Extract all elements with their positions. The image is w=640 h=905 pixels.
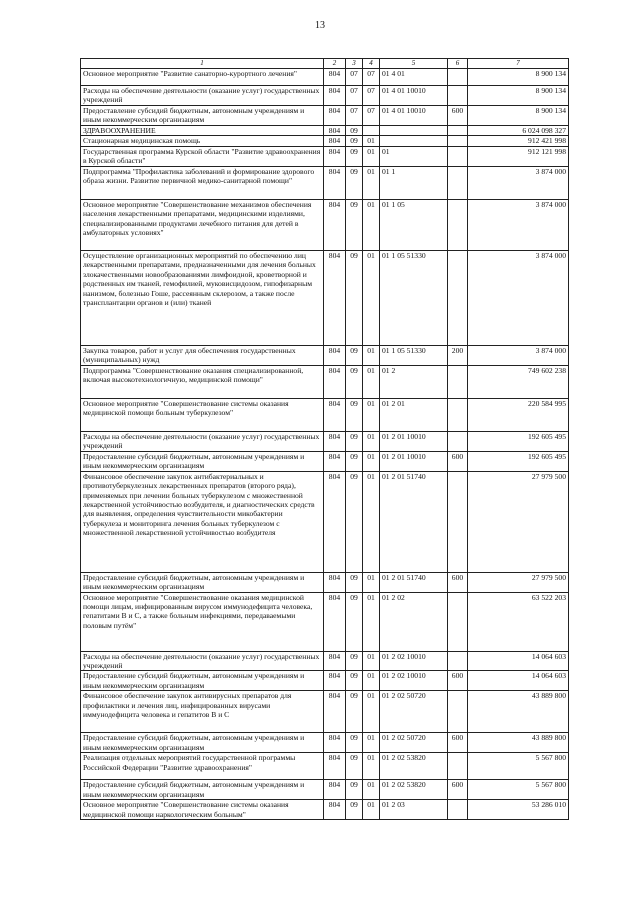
- row-name: Финансовое обеспечение закупок антибактериальных и противотуберкулезных лекарственных препаратов (второго ряда), применяемых при лечении больных туберкулезом с множественной лекарственной устойчивостью возбудителя, и диагностических средств для выявления, определения чувствительности микобактерии туберкулеза и мониторинга лечения больных туберкулезом с множественной лекарственной устойчивостью возбудителя: [81, 471, 324, 572]
- row-subsection: 01: [363, 146, 380, 166]
- row-target-article: 01 2 02 53820: [380, 780, 448, 800]
- row-name: Расходы на обеспечение деятельности (оказание услуг) государственных учреждений: [81, 431, 324, 451]
- row-subsection: 01: [363, 733, 380, 753]
- table-row: [81, 146, 569, 166]
- row-section: 09: [346, 780, 363, 800]
- row-subsection: 01: [363, 199, 380, 250]
- row-section: 09: [346, 691, 363, 733]
- row-subsection: 01: [363, 471, 380, 572]
- row-name: Основное мероприятие "Совершенствование системы оказания медицинской помощи наркологическим больным": [81, 800, 324, 820]
- row-grbs: 804: [324, 733, 346, 753]
- table-row: [81, 471, 569, 572]
- row-grbs: 804: [324, 572, 346, 592]
- row-amount: 14 064 603: [468, 671, 569, 691]
- row-amount: 220 584 995: [468, 398, 569, 431]
- row-name: Расходы на обеспечение деятельности (оказание услуг) государственных учреждений: [81, 85, 324, 105]
- row-subsection: 01: [363, 431, 380, 451]
- row-grbs: 804: [324, 105, 346, 125]
- row-expense-type: [448, 471, 468, 572]
- row-grbs: 804: [324, 431, 346, 451]
- row-subsection: 01: [363, 691, 380, 733]
- row-section: 09: [346, 753, 363, 780]
- row-subsection: 01: [363, 572, 380, 592]
- row-grbs: 804: [324, 451, 346, 471]
- row-expense-type: [448, 592, 468, 651]
- row-section: 09: [346, 431, 363, 451]
- row-target-article: [380, 136, 448, 146]
- row-section: 09: [346, 250, 363, 345]
- row-grbs: 804: [324, 136, 346, 146]
- row-expense-type: [448, 365, 468, 398]
- table-row: [81, 431, 569, 451]
- row-section: 09: [346, 125, 363, 135]
- row-amount: 27 979 500: [468, 471, 569, 572]
- row-target-article: 01 1 05 51330: [380, 345, 448, 365]
- row-name: Предоставление субсидий бюджетным, автономным учреждениям и иным некоммерческим организациям: [81, 671, 324, 691]
- row-subsection: [363, 125, 380, 135]
- row-subsection: 01: [363, 345, 380, 365]
- row-grbs: 804: [324, 780, 346, 800]
- row-amount: 8 900 134: [468, 85, 569, 105]
- row-section: 09: [346, 199, 363, 250]
- row-target-article: [380, 125, 448, 135]
- row-grbs: 804: [324, 125, 346, 135]
- row-amount: 912 121 998: [468, 146, 569, 166]
- row-amount: 53 286 010: [468, 800, 569, 820]
- row-subsection: 01: [363, 651, 380, 671]
- budget-table: [80, 58, 569, 820]
- row-expense-type: 600: [448, 780, 468, 800]
- row-target-article: 01 2 03: [380, 800, 448, 820]
- row-amount: 3 874 000: [468, 166, 569, 199]
- row-expense-type: [448, 250, 468, 345]
- row-section: 09: [346, 671, 363, 691]
- row-name: Предоставление субсидий бюджетным, автономным учреждениям и иным некоммерческим организациям: [81, 733, 324, 753]
- row-section: 09: [346, 146, 363, 166]
- table-row: [81, 199, 569, 250]
- column-header: 7: [468, 59, 569, 69]
- row-section: 09: [346, 136, 363, 146]
- row-subsection: 01: [363, 250, 380, 345]
- row-name: Финансовое обеспечение закупок антивирусных препаратов для профилактики и лечения лиц, инфицированных вирусами иммунодефицита человека и гепатитов B и C: [81, 691, 324, 733]
- row-subsection: 01: [363, 780, 380, 800]
- row-section: 09: [346, 451, 363, 471]
- column-header: 4: [363, 59, 380, 69]
- table-row: [81, 125, 569, 135]
- row-amount: 3 874 000: [468, 250, 569, 345]
- row-expense-type: [448, 431, 468, 451]
- row-target-article: 01 2 01 51740: [380, 572, 448, 592]
- page-number: 13: [315, 20, 325, 31]
- row-grbs: 804: [324, 250, 346, 345]
- row-expense-type: [448, 753, 468, 780]
- column-header: 5: [380, 59, 448, 69]
- row-subsection: 01: [363, 592, 380, 651]
- column-header: 3: [346, 59, 363, 69]
- row-grbs: 804: [324, 592, 346, 651]
- table-body: [81, 68, 569, 820]
- table-row: [81, 105, 569, 125]
- row-name: Подпрограмма "Совершенствование оказания специализированной, включая высокотехнологичную, медицинской помощи": [81, 365, 324, 398]
- row-section: 09: [346, 800, 363, 820]
- row-expense-type: [448, 691, 468, 733]
- row-amount: 14 064 603: [468, 651, 569, 671]
- row-name: Стационарная медицинская помощь: [81, 136, 324, 146]
- row-target-article: 01: [380, 146, 448, 166]
- row-target-article: 01 2 02 50720: [380, 733, 448, 753]
- row-grbs: 804: [324, 365, 346, 398]
- row-amount: 43 889 800: [468, 691, 569, 733]
- column-header: 2: [324, 59, 346, 69]
- row-expense-type: [448, 85, 468, 105]
- row-target-article: 01 4 01 10010: [380, 85, 448, 105]
- row-section: 09: [346, 345, 363, 365]
- row-amount: 63 522 203: [468, 592, 569, 651]
- row-target-article: 01 2 01: [380, 398, 448, 431]
- row-grbs: 804: [324, 651, 346, 671]
- row-section: 09: [346, 572, 363, 592]
- row-name: Предоставление субсидий бюджетным, автономным учреждениям и иным некоммерческим организациям: [81, 451, 324, 471]
- row-name: Основное мероприятие "Совершенствование механизмов обеспечения населения лекарственными препаратами, медицинскими изделиями, специализированными продуктами лечебного питания для детей в амбулаторных условиях": [81, 199, 324, 250]
- row-section: 07: [346, 105, 363, 125]
- row-grbs: 804: [324, 85, 346, 105]
- row-amount: 5 567 800: [468, 753, 569, 780]
- row-expense-type: [448, 68, 468, 85]
- row-name: Государственная программа Курской области "Развитие здравоохранения в Курской области": [81, 146, 324, 166]
- row-grbs: 804: [324, 753, 346, 780]
- row-name: Реализация отдельных мероприятий государственной программы Российской Федерации "Развитие здравоохранения": [81, 753, 324, 780]
- row-amount: 8 900 134: [468, 105, 569, 125]
- row-section: 09: [346, 733, 363, 753]
- row-grbs: 804: [324, 398, 346, 431]
- table-row: [81, 398, 569, 431]
- row-section: 07: [346, 68, 363, 85]
- row-expense-type: [448, 136, 468, 146]
- row-expense-type: [448, 651, 468, 671]
- table-row: [81, 250, 569, 345]
- table-row: [81, 451, 569, 471]
- row-target-article: 01 2 02: [380, 592, 448, 651]
- row-target-article: 01 2 02 10010: [380, 671, 448, 691]
- row-target-article: 01 2 02 53820: [380, 753, 448, 780]
- row-grbs: 804: [324, 471, 346, 572]
- row-name: Расходы на обеспечение деятельности (оказание услуг) государственных учреждений: [81, 651, 324, 671]
- row-grbs: 804: [324, 800, 346, 820]
- row-expense-type: [448, 146, 468, 166]
- row-amount: 3 874 000: [468, 199, 569, 250]
- row-target-article: 01 2 01 10010: [380, 451, 448, 471]
- row-name: Основное мероприятие "Совершенствование системы оказания медицинской помощи больным туберкулезом": [81, 398, 324, 431]
- table-row: [81, 365, 569, 398]
- row-amount: 43 889 800: [468, 733, 569, 753]
- row-expense-type: 200: [448, 345, 468, 365]
- row-subsection: 07: [363, 85, 380, 105]
- table-row: [81, 800, 569, 820]
- row-grbs: 804: [324, 166, 346, 199]
- row-target-article: 01 2 02 10010: [380, 651, 448, 671]
- table-row: [81, 592, 569, 651]
- row-subsection: 07: [363, 105, 380, 125]
- row-grbs: 804: [324, 199, 346, 250]
- row-subsection: 07: [363, 68, 380, 85]
- row-expense-type: 600: [448, 572, 468, 592]
- row-subsection: 01: [363, 671, 380, 691]
- row-subsection: 01: [363, 800, 380, 820]
- row-expense-type: [448, 398, 468, 431]
- row-section: 09: [346, 651, 363, 671]
- row-target-article: 01 2 01 51740: [380, 471, 448, 572]
- row-section: 09: [346, 365, 363, 398]
- row-section: 09: [346, 166, 363, 199]
- table-row: [81, 345, 569, 365]
- column-header: 1: [81, 59, 324, 69]
- row-name: ЗДРАВООХРАНЕНИЕ: [81, 125, 324, 135]
- row-target-article: 01 4 01: [380, 68, 448, 85]
- row-expense-type: 600: [448, 733, 468, 753]
- table-row: [81, 651, 569, 671]
- row-grbs: 804: [324, 671, 346, 691]
- row-grbs: 804: [324, 691, 346, 733]
- table-row: [81, 166, 569, 199]
- table-row: [81, 691, 569, 733]
- row-grbs: 804: [324, 345, 346, 365]
- table-row: [81, 85, 569, 105]
- row-name: Основное мероприятие "Развитие санаторно-курортного лечения": [81, 68, 324, 85]
- table-header-row: [81, 59, 569, 69]
- table-row: [81, 136, 569, 146]
- row-amount: 912 421 998: [468, 136, 569, 146]
- table-row: [81, 753, 569, 780]
- row-target-article: 01 2: [380, 365, 448, 398]
- row-subsection: 01: [363, 136, 380, 146]
- row-expense-type: [448, 166, 468, 199]
- row-name: Закупка товаров, работ и услуг для обеспечения государственных (муниципальных) нужд: [81, 345, 324, 365]
- column-header: 6: [448, 59, 468, 69]
- row-name: Осуществление организационных мероприятий по обеспечению лиц лекарственными препаратами, предназначенными для лечения больных злокачественными новообразованиями лимфоидной, кроветворной и родственных им тканей, гемофилией, муковисцидозом, гипофизарным нанизмом, болезнью Гоше, рассеянным склерозом, а также после трансплантации органов и (или) тканей: [81, 250, 324, 345]
- row-section: 09: [346, 398, 363, 431]
- row-amount: 192 605 495: [468, 431, 569, 451]
- row-target-article: 01 4 01 10010: [380, 105, 448, 125]
- row-name: Основное мероприятие "Совершенствование оказания медицинской помощи лицам, инфицированным вирусом иммунодефицита человека, гепатитами B и C, а также больным инфекциями, передаваемыми половым путём": [81, 592, 324, 651]
- row-expense-type: 600: [448, 451, 468, 471]
- row-subsection: 01: [363, 166, 380, 199]
- table-row: [81, 572, 569, 592]
- row-name: Предоставление субсидий бюджетным, автономным учреждениям и иным некоммерческим организациям: [81, 572, 324, 592]
- row-expense-type: [448, 199, 468, 250]
- row-section: 07: [346, 85, 363, 105]
- row-target-article: 01 1 05: [380, 199, 448, 250]
- row-name: Предоставление субсидий бюджетным, автономным учреждениям и иным некоммерческим организациям: [81, 780, 324, 800]
- row-amount: 6 024 098 327: [468, 125, 569, 135]
- row-amount: 192 605 495: [468, 451, 569, 471]
- table-row: [81, 780, 569, 800]
- row-target-article: 01 2 01 10010: [380, 431, 448, 451]
- row-subsection: 01: [363, 365, 380, 398]
- row-amount: 3 874 000: [468, 345, 569, 365]
- row-expense-type: [448, 800, 468, 820]
- row-section: 09: [346, 471, 363, 572]
- row-name: Подпрограмма "Профилактика заболеваний и формирование здорового образа жизни. Развитие первичной медико-санитарной помощи": [81, 166, 324, 199]
- row-subsection: 01: [363, 451, 380, 471]
- row-grbs: 804: [324, 146, 346, 166]
- row-expense-type: [448, 125, 468, 135]
- row-target-article: 01 1: [380, 166, 448, 199]
- row-expense-type: 600: [448, 105, 468, 125]
- row-grbs: 804: [324, 68, 346, 85]
- row-amount: 27 979 500: [468, 572, 569, 592]
- row-amount: 5 567 800: [468, 780, 569, 800]
- row-subsection: 01: [363, 753, 380, 780]
- row-name: Предоставление субсидий бюджетным, автономным учреждениям и иным некоммерческим организациям: [81, 105, 324, 125]
- row-amount: 8 900 134: [468, 68, 569, 85]
- row-subsection: 01: [363, 398, 380, 431]
- row-target-article: 01 2 02 50720: [380, 691, 448, 733]
- row-section: 09: [346, 592, 363, 651]
- row-target-article: 01 1 05 51330: [380, 250, 448, 345]
- row-amount: 749 602 238: [468, 365, 569, 398]
- row-expense-type: 600: [448, 671, 468, 691]
- table-row: [81, 671, 569, 691]
- table-row: [81, 733, 569, 753]
- table-row: [81, 68, 569, 85]
